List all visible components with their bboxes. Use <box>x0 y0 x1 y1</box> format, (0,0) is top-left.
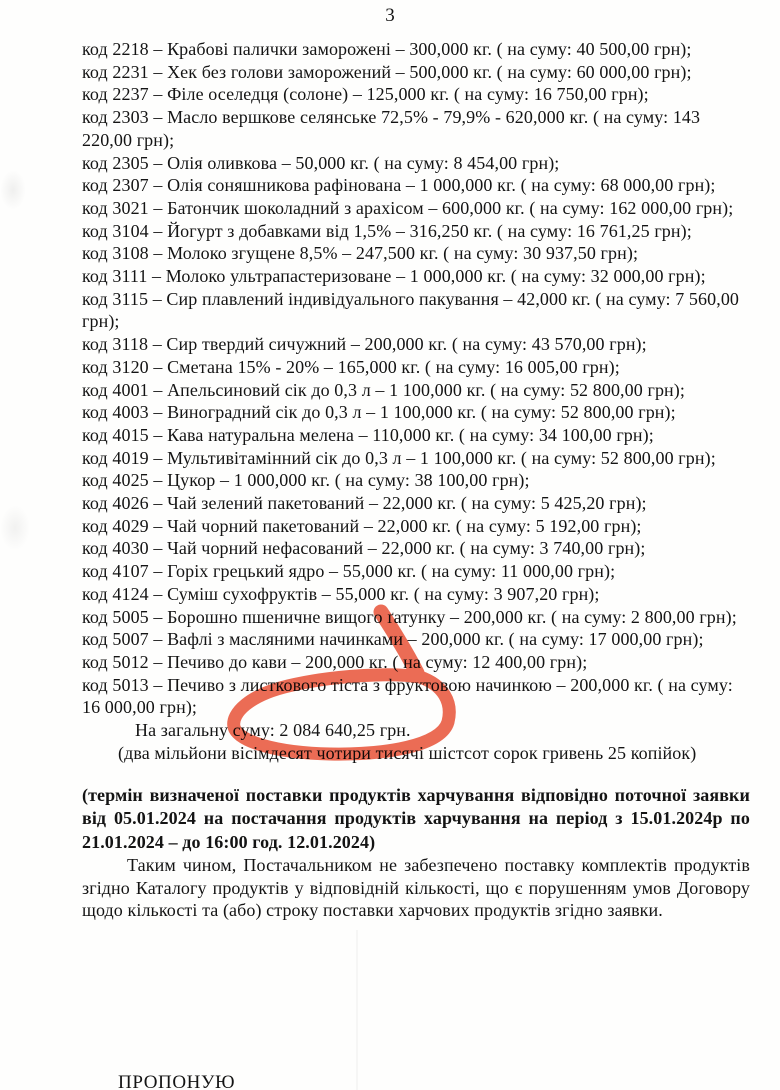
product-line-4003: код 4003 – Виноградний сік до 0,3 л – 1 100,000 кг. ( на суму: 52 800,00 грн); <box>82 402 676 423</box>
product-line-5013: код 5013 – Печиво з листкового тіста з фруктовою начинкою – 200,000 кг. ( на суму: 16 000,00 грн); <box>82 674 733 718</box>
product-line-3111: код 3111 – Молоко ультрапастеризоване – 1 000,000 кг. ( на суму: 32 000,00 грн); <box>82 266 706 287</box>
page-number: 3 <box>385 5 395 26</box>
conclusion-paragraph: Таким чином, Постачальником не забезпечено поставку комплектів продуктів згідно Каталогу продуктів у відповідній кількості, що є порушенням умов Договору щодо кількості та (або) строку поставки харчових продуктів згідно заявки. <box>82 855 750 921</box>
product-line-4124: код 4124 – Суміш сухофруктів – 55,000 кг. ( на суму: 3 907,20 грн); <box>82 583 600 604</box>
product-line-2218: код 2218 – Крабові палички заморожені – 300,000 кг. ( на суму: 40 500,00 грн); <box>82 39 692 59</box>
product-line-5012: код 5012 – Печиво до кави – 200,000 кг. ( на суму: 12 400,00 грн); <box>82 651 588 672</box>
product-line-2305: код 2305 – Олія оливкова – 50,000 кг. ( на суму: 8 454,00 грн); <box>82 152 560 173</box>
propose-heading: ПРОПОНУЮ <box>118 1072 236 1090</box>
scan-crease <box>356 930 358 1090</box>
product-line-5007: код 5007 – Вафлі з масляними начинками – 200,000 кг. ( на суму: 17 000,00 грн); <box>82 629 704 650</box>
product-line-3115: код 3115 – Сир плавлений індивідуального пакування – 42,000 кг. ( на суму: 7 560,00 грн); <box>82 288 740 332</box>
product-line-5005: код 5005 – Борошно пшеничне вищого ґатунку – 200,000 кг. ( на суму: 2 800,00 грн); <box>82 606 737 627</box>
product-line-3108: код 3108 – Молоко згущене 8,5% – 247,500 кг. ( на суму: 30 937,50 грн); <box>82 243 639 264</box>
product-line-3021: код 3021 – Батончик шоколадний з арахісом – 600,000 кг. ( на суму: 162 000,00 грн); <box>82 197 734 218</box>
product-line-4001: код 4001 – Апельсиновий сік до 0,3 л – 1 100,000 кг. ( на суму: 52 800,00 грн); <box>82 379 685 400</box>
product-line-4026: код 4026 – Чай зелений пакетований – 22,000 кг. ( на суму: 5 425,20 грн); <box>82 493 647 514</box>
product-line-4107: код 4107 – Горіх грецький ядро – 55,000 кг. ( на суму: 11 000,00 грн); <box>82 561 616 582</box>
product-line-2307: код 2307 – Олія соняшникова рафінована – 1 000,000 кг. ( на суму: 68 000,00 грн); <box>82 175 716 196</box>
total-sum-in-words: (два мільйони вісімдесят чотири тисячі шістсот сорок гривень 25 копійок) <box>118 742 697 763</box>
product-line-4029: код 4029 – Чай чорний пакетований – 22,000 кг. ( на суму: 5 192,00 грн); <box>82 515 642 536</box>
product-line-4015: код 4015 – Кава натуральна мелена – 110,000 кг. ( на суму: 34 100,00 грн); <box>82 424 654 445</box>
product-line-2237: код 2237 – Філе оселедця (солоне) – 125,000 кг. ( на суму: 16 750,00 грн); <box>82 84 649 105</box>
product-line-2231: код 2231 – Хек без голови заморожений – 500,000 кг. ( на суму: 60 000,00 грн); <box>82 61 692 82</box>
product-line-4019: код 4019 – Мультивітамінний сік до 0,3 л – 1 100,000 кг. ( на суму: 52 800,00 грн); <box>82 447 716 468</box>
product-line-4030: код 4030 – Чай чорний нефасований – 22,000 кг. ( на суму: 3 740,00 грн); <box>82 538 646 559</box>
product-line-2303: код 2303 – Масло вершкове селянське 72,5% - 79,9% - 620,000 кг. ( на суму: 143 220,00 грн); <box>82 107 701 150</box>
product-line-3118: код 3118 – Сир твердий сичужний – 200,000 кг. ( на суму: 43 570,00 грн); <box>82 334 647 355</box>
product-line-4025: код 4025 – Цукор – 1 000,000 кг. ( на суму: 38 100,00 грн); <box>82 470 530 491</box>
total-sum-line <box>82 719 750 742</box>
delivery-term-paragraph: (термін визначеної поставки продуктів харчування відповідно поточної заявки від 05.01.2024 на постачання продуктів харчування на період з 15.01.2024р по 21.01.2024 – до 16:00 год. 12.01.2024) <box>82 784 750 852</box>
scan-smudge <box>0 170 26 210</box>
total-sum-text: На загальну суму: 2 084 640,25 грн. <box>135 720 411 741</box>
document-body <box>82 38 750 922</box>
product-list <box>82 38 750 719</box>
product-line-3104: код 3104 – Йогурт з добавками від 1,5% – 316,250 кг. ( на суму: 16 761,25 грн); <box>82 220 692 241</box>
scan-smudge <box>0 505 30 551</box>
product-line-3120: код 3120 – Сметана 15% - 20% – 165,000 кг. ( на суму: 16 005,00 грн); <box>82 356 620 377</box>
